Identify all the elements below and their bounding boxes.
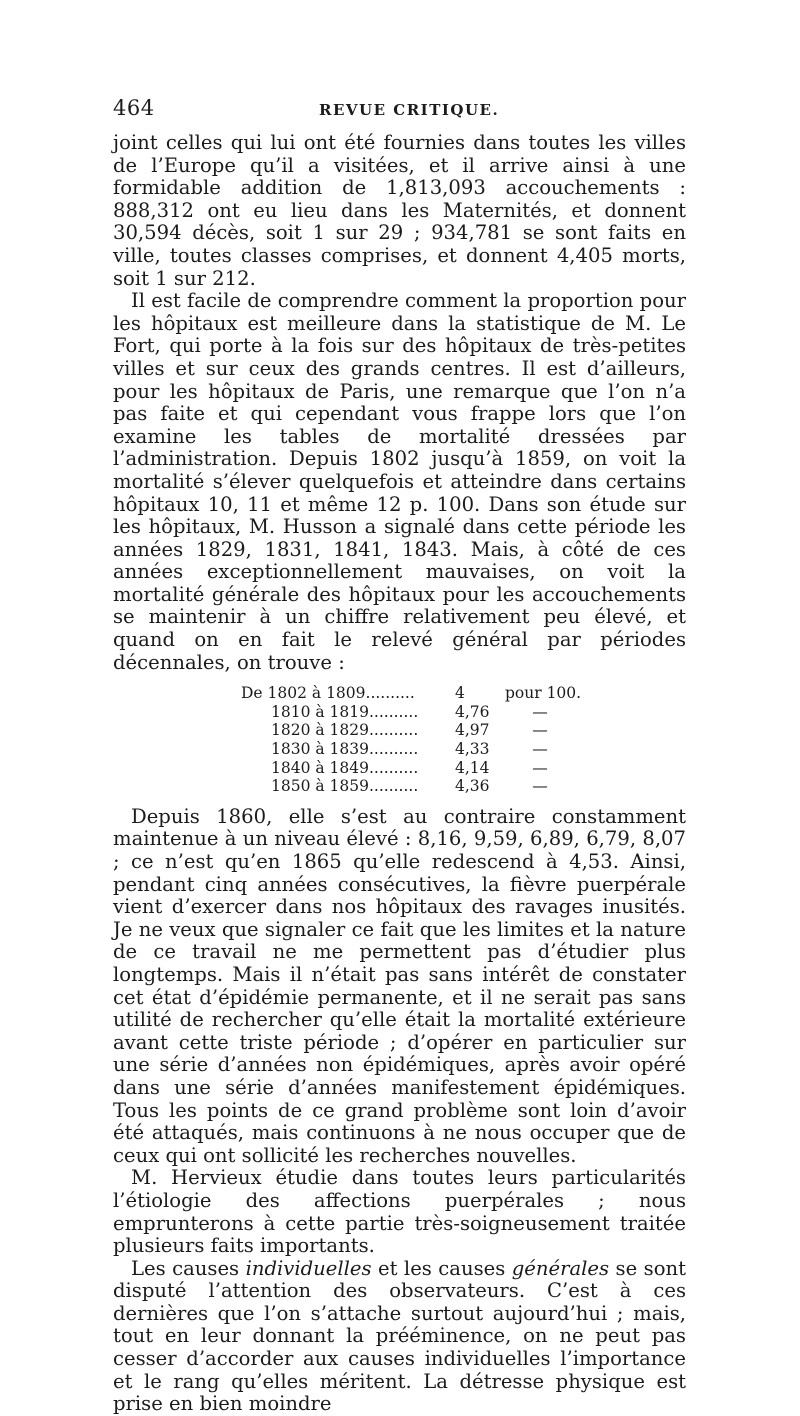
table-row [241, 684, 686, 703]
ditto-dash: — [532, 740, 548, 759]
ditto-dash: — [532, 777, 548, 796]
period-range: De 1802 à 1809.......... [241, 684, 415, 703]
period-range: 1850 à 1859.......... [271, 777, 419, 796]
period-range: 1830 à 1839.......... [271, 740, 419, 759]
running-title: REVUE CRITIQUE. [319, 101, 500, 119]
page-number: 464 [113, 96, 155, 120]
period-range: 1840 à 1849.......... [271, 758, 419, 777]
mortality-table [241, 684, 686, 796]
page-header [113, 96, 685, 120]
paragraph-5 [113, 1258, 686, 1416]
paragraph-4: M. Hervieux étudie dans toutes leurs particularités l’étiologie des affections puerpérales ; nous emprunterons à cette partie très-soigneusement traitée plusieurs faits importants. [113, 1166, 686, 1258]
text-run: et les causes [371, 1256, 512, 1280]
mortality-rate: 4,14 [455, 758, 490, 777]
period-range: 1820 à 1829.......... [271, 721, 419, 740]
paragraph-1: joint celles qui lui ont été fournies dans toutes les villes de l’Europe qu’il a visitées, et il arrive ainsi à une formidable addition de 1,813,093 accouchements : 888,312 ont eu lieu dans les Maternités, et donnent 30,594 décès, soit 1 sur 29 ; 934,781 se sont faits en ville, toutes classes comprises, et donnent 4,405 morts, soit 1 sur 212. [113, 131, 686, 290]
page-body [113, 132, 686, 1416]
mortality-rate: 4,36 [455, 777, 490, 796]
period-range: 1810 à 1819.......... [271, 702, 419, 721]
text-run: se sont disputé l’attention des observateurs. C’est à ces dernières que l’on s’attache surtout aujourd’hui ; mais, tout en leur donnant la prééminence, on ne peut pas cesser d’accorder aux causes individuelles l’importance et le rang qu’elles méritent. La détresse physique est prise en bien moindre [113, 1256, 686, 1416]
mortality-rate: 4 [455, 684, 465, 703]
text-run: Les causes [131, 1256, 246, 1280]
ditto-dash: — [532, 702, 548, 721]
table-row [241, 759, 686, 778]
emphasis-individuelles: individuelles [245, 1256, 372, 1280]
ditto-dash: — [532, 721, 548, 740]
rate-unit: pour 100. [505, 684, 582, 703]
paragraph-2: Il est facile de comprendre comment la proportion pour les hôpitaux est meilleure dans la statistique de M. Le Fort, qui porte à la fois sur des hôpitaux de très-petites villes et sur ceux des grands centres. Il est d’ailleurs, pour les hôpitaux de Paris, une remarque que l’on n’a pas faite et qui cependant vous frappe lors que l’on examine les tables de mortalité dressées par l’administration. Depuis 1802 jusqu’à 1859, on voit la mortalité s’élever quelquefois et atteindre dans certains hôpitaux 10, 11 et même 12 p. 100. Dans son étude sur les hôpitaux, M. Husson a signalé dans cette période les années 1829, 1831, 1841, 1843. Mais, à côté de ces années exceptionnellement mauvaises, on voit la mortalité générale des hôpitaux pour les accouchements se maintenir à un chiffre relativement peu élevé, et quand on en fait le relevé général par périodes décennales, on trouve : [113, 289, 686, 674]
mortality-rate: 4,33 [455, 740, 490, 759]
table-row [241, 777, 686, 796]
mortality-rate: 4,76 [455, 702, 490, 721]
ditto-dash: — [532, 758, 548, 777]
table-row [241, 740, 686, 759]
paragraph-3: Depuis 1860, elle s’est au contraire constamment maintenue à un niveau élevé : 8,16, 9,59, 6,89, 6,79, 8,07 ; ce n’est qu’en 1865 qu’elle redescend à 4,53. Ainsi, pendant cinq années consécutives, la fièvre puerpérale vient d’exercer dans nos hôpitaux des ravages inusités. Je ne veux que signaler ce fait que les limites et la nature de ce travail ne me permettent pas d’étudier plus longtemps. Mais il n’était pas sans intérêt de constater cet état d’épidémie permanente, et il ne serait pas sans utilité de rechercher qu’elle était la mortalité extérieure avant cette triste période ; d’opérer en particulier sur une série d’années non épidémiques, après avoir opéré dans une série d’années manifestement épidémiques. Tous les points de ce grand problème sont loin d’avoir été attaqués, mais continuons à ne nous occuper que de ceux qui ont sollicité les recherches nouvelles. [113, 804, 686, 1167]
table-row [241, 721, 686, 740]
table-row [241, 703, 686, 722]
mortality-rate: 4,97 [455, 721, 490, 740]
emphasis-generales: générales [511, 1256, 610, 1280]
